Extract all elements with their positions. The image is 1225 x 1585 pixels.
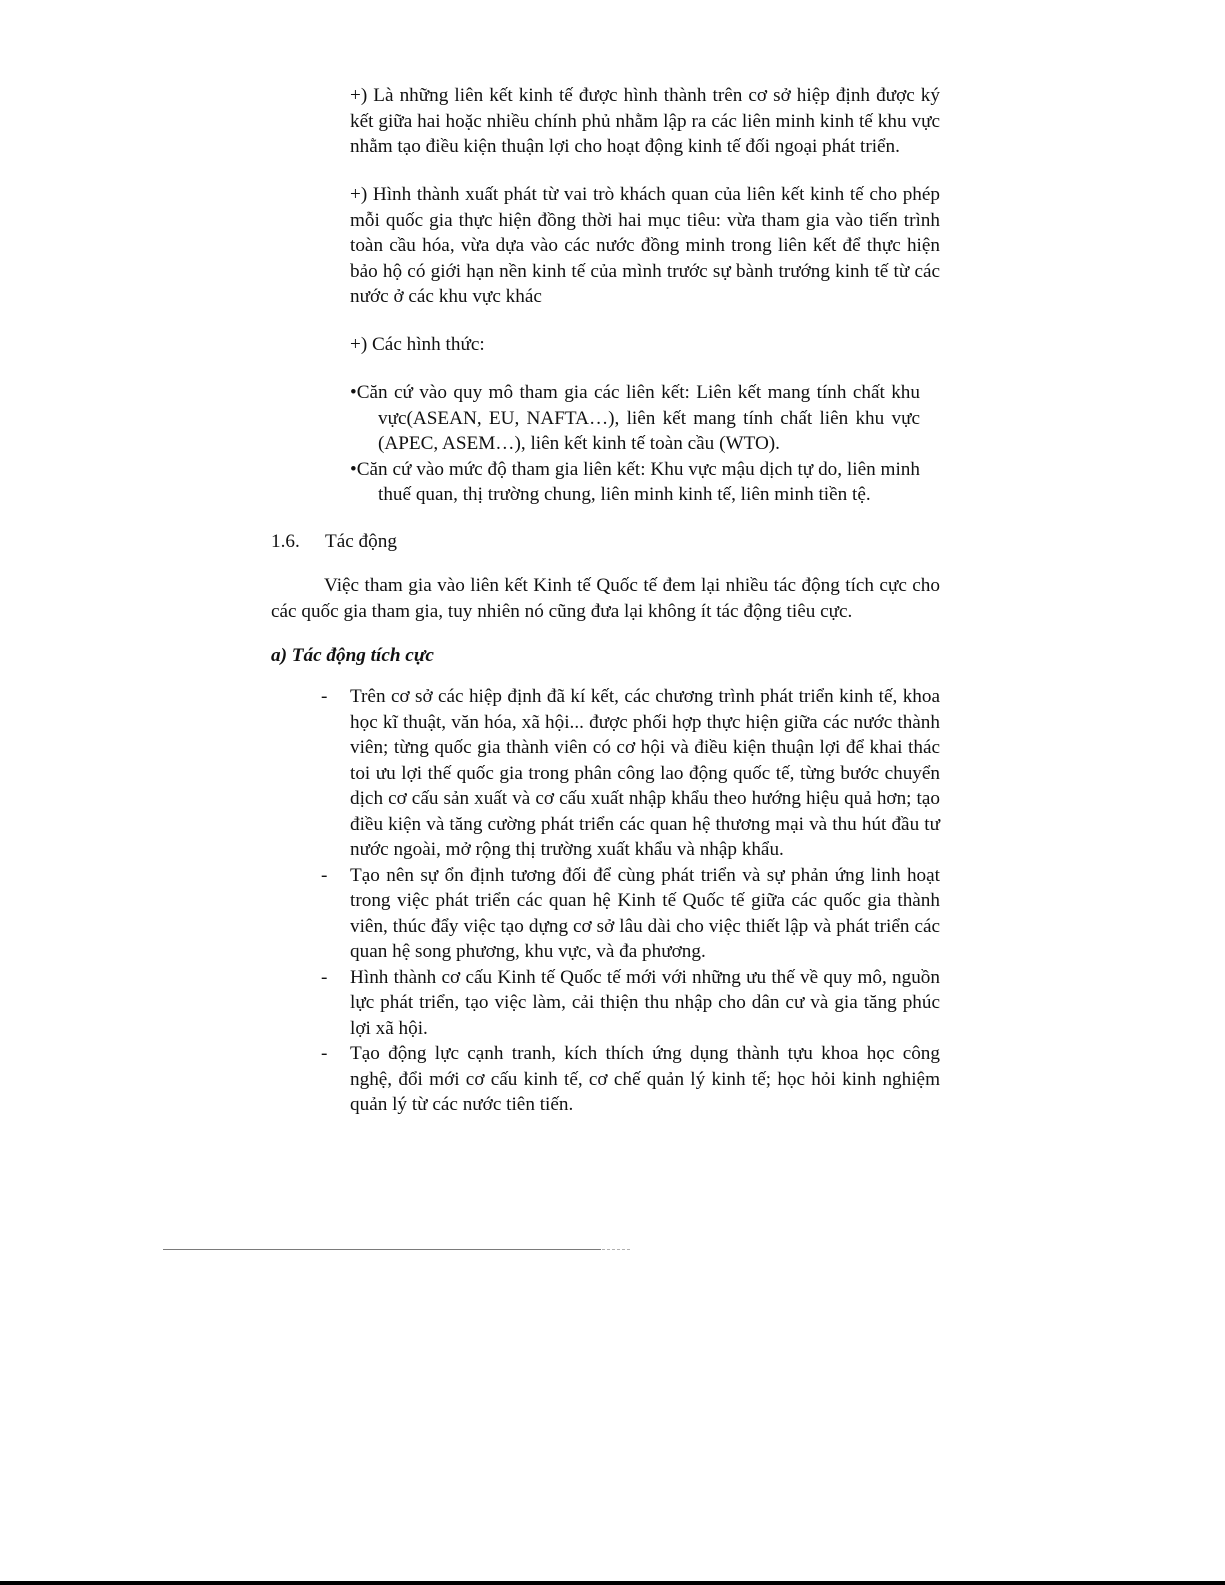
dash-marker: - bbox=[321, 966, 328, 988]
list-item bbox=[321, 684, 940, 863]
bullet-by-scale: •Căn cứ vào quy mô tham gia các liên kết: Liên kết mang tính chất khu vực(ASEAN, EU, NAFTA…), liên kết mang tính chất liên khu vực (APEC, ASEM…), liên kết kinh tế toàn cầu (WTO). bbox=[350, 382, 920, 454]
footnote-separator bbox=[163, 1249, 601, 1250]
positive-impacts-subheading: a) Tác động tích cực bbox=[271, 645, 434, 666]
list-item bbox=[321, 1041, 940, 1118]
paragraph-economic-agreements: +) Là những liên kết kinh tế được hình thành trên cơ sở hiệp định được ký kết giữa hai hoặc nhiều chính phủ nhằm lập ra các liên minh kinh tế khu vực nhằm tạo điều kiện thuận lợi cho hoạt động kinh tế đối ngoại phát triển. bbox=[350, 85, 940, 157]
forms-bullet-list bbox=[350, 380, 920, 508]
list-item-text: Tạo động lực cạnh tranh, kích thích ứng dụng thành tựu khoa học công nghệ, đổi mới cơ cấu kinh tế, cơ chế quản lý kinh tế; học hỏi kinh nghiệm quản lý từ các nước tiên tiến. bbox=[350, 1043, 940, 1115]
bullet-by-degree: •Căn cứ vào mức độ tham gia liên kết: Khu vực mậu dịch tự do, liên minh thuế quan, thị trường chung, liên minh kinh tế, liên minh tiền tệ. bbox=[350, 458, 920, 505]
positive-impacts-list bbox=[321, 684, 940, 1118]
footnote-separator-tail bbox=[602, 1249, 630, 1250]
dash-marker: - bbox=[321, 1043, 328, 1064]
section-title: Tác động bbox=[325, 531, 397, 552]
dash-marker: - bbox=[321, 864, 328, 886]
list-item-text: Hình thành cơ cấu Kinh tế Quốc tế mới với những ưu thế về quy mô, nguồn lực phát triển, tạo việc làm, cải thiện thu nhập cho dân cư và gia tăng phúc lợi xã hội. bbox=[350, 966, 940, 1039]
list-item-text: Tạo nên sự ổn định tương đối để cùng phát triển và sự phản ứng linh hoạt trong việc phát triển các quan hệ Kinh tế Quốc tế giữa các quốc gia thành viên, thúc đẩy việc tạo dựng cơ sở lâu dài cho việc thiết lập và phát triển các quan hệ song phương, khu vực, và đa phương. bbox=[350, 864, 940, 962]
list-item-text: Trên cơ sở các hiệp định đã kí kết, các chương trình phát triển kinh tế, khoa học kĩ thuật, văn hóa, xã hội... được phối hợp thực hiện giữa các nước thành viên; từng quốc gia thành viên có cơ hội và điều kiện thuận lợi để khai thác toi ưu lợi thế quốc gia trong phân công lao động quốc tế, từng bước chuyển dịch cơ cấu sản xuất và cơ cấu xuất nhập khẩu theo hướng hiệu quả hơn; tạo điều kiện và tăng cường phát triển các quan hệ thương mại và thu hút đầu tư nước ngoài, mở rộng thị trường xuất khẩu và nhập khẩu. bbox=[350, 686, 940, 860]
list-item bbox=[321, 965, 940, 1042]
section-heading bbox=[271, 529, 397, 555]
list-item bbox=[321, 863, 940, 965]
section-number: 1.6. bbox=[271, 531, 300, 552]
impact-intro-paragraph: Việc tham gia vào liên kết Kinh tế Quốc tế đem lại nhiều tác động tích cực cho các quốc gia tham gia, tuy nhiên nó cũng đưa lại không ít tác động tiêu cực. bbox=[271, 575, 940, 622]
page-bottom-edge bbox=[0, 1581, 1225, 1585]
paragraph-forms-label: +) Các hình thức: bbox=[350, 334, 485, 355]
dash-marker: - bbox=[321, 686, 328, 707]
paragraph-formation-reasons: +) Hình thành xuất phát từ vai trò khách quan của liên kết kinh tế cho phép mỗi quốc gia thực hiện đồng thời hai mục tiêu: vừa tham gia vào tiến trình toàn cầu hóa, vừa dựa vào các nước đồng minh trong liên kết để thực hiện bảo hộ có giới hạn nền kinh tế của mình trước sự bành trướng kinh tế từ các nước ở các khu vực khác bbox=[350, 184, 940, 307]
